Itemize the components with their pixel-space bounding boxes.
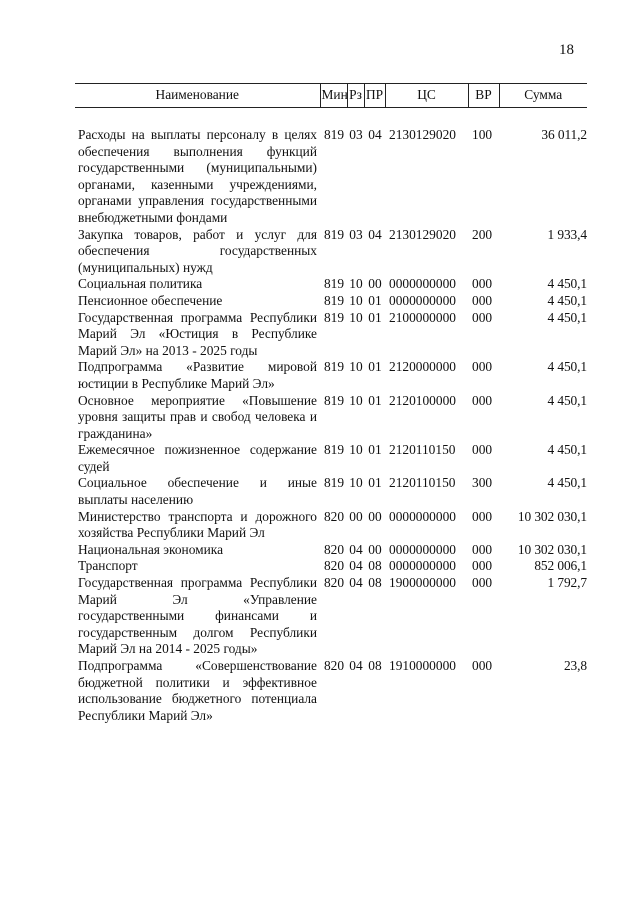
row-rz: 10: [349, 359, 363, 375]
row-sum: 4 450,1: [547, 276, 587, 292]
table-row: [75, 393, 587, 443]
header-name: Наименование: [75, 84, 320, 108]
row-rz: 03: [349, 226, 363, 242]
row-rz: 10: [349, 442, 363, 458]
row-sum: 23,8: [563, 658, 587, 673]
row-cs: 2130129020: [389, 127, 456, 142]
table-row: [75, 658, 587, 724]
header-sum: Сумма: [499, 84, 587, 108]
row-name: Министерство транспорта и дорожного хозяйства Республики Марий Эл: [78, 508, 317, 541]
row-cs: 2130129020: [389, 226, 456, 242]
row-min: 819: [323, 127, 345, 142]
row-min: 819: [323, 292, 345, 308]
table-row: [75, 227, 587, 277]
row-sum: 36 011,2: [541, 127, 587, 142]
row-cs: 2120000000: [389, 359, 456, 375]
row-min: 819: [323, 309, 345, 325]
row-rz: 10: [349, 292, 363, 308]
row-min: 819: [323, 475, 345, 491]
table-row: [75, 509, 587, 542]
row-min: 820: [323, 575, 345, 591]
row-pr: 01: [368, 475, 382, 491]
table-row: [75, 542, 587, 559]
row-vr: 100: [472, 127, 493, 142]
row-cs: 1910000000: [389, 658, 456, 673]
table-row: [75, 276, 587, 293]
row-sum: 1 792,7: [547, 575, 587, 591]
row-rz: 10: [349, 276, 363, 292]
row-rz: 04: [349, 575, 363, 591]
row-min: 819: [323, 442, 345, 458]
table-row: [75, 310, 587, 360]
row-vr: 000: [472, 575, 493, 591]
row-name: Подпрограмма «Совершенствование бюджетной политики и эффективное использование бюджетного потенциала Республики Марий Эл»: [78, 658, 317, 723]
row-pr: 00: [368, 276, 382, 292]
row-pr: 08: [368, 658, 382, 673]
row-pr: 01: [368, 292, 382, 308]
row-cs: 1900000000: [389, 575, 456, 591]
row-cs: 0000000000: [389, 508, 456, 524]
budget-table: [75, 83, 587, 724]
row-name: Пенсионное обеспечение: [78, 292, 223, 308]
row-min: 819: [323, 392, 345, 408]
row-pr: 04: [368, 226, 382, 242]
row-vr: 000: [472, 276, 493, 292]
row-vr: 000: [472, 309, 493, 325]
row-cs: 0000000000: [389, 558, 456, 574]
row-name: Транспорт: [78, 558, 138, 574]
row-rz: 04: [349, 558, 363, 574]
row-sum: 852 006,1: [534, 558, 587, 574]
row-name: Основное мероприятие «Повышение уровня защиты прав и свобод человека и гражданина»: [78, 392, 317, 441]
row-cs: 2120100000: [389, 392, 456, 408]
table-row: [75, 293, 587, 310]
row-name: Социальное обеспечение и иные выплаты населению: [78, 475, 317, 508]
row-sum: 4 450,1: [547, 292, 587, 308]
row-rz: 10: [349, 475, 363, 491]
row-rz: 10: [349, 309, 363, 325]
row-pr: 04: [368, 127, 382, 142]
table-row: [75, 442, 587, 475]
row-min: 820: [323, 541, 345, 557]
row-vr: 000: [472, 392, 493, 408]
row-min: 819: [323, 276, 345, 292]
row-pr: 01: [368, 309, 382, 325]
row-sum: 4 450,1: [547, 392, 587, 408]
row-name: Расходы на выплаты персоналу в целях обеспечения выполнения функций государственными (муниципальными) органами, казенными учреждениями, органами управления государственными внебюджетными фондами: [78, 127, 317, 225]
header-vr: ВР: [468, 84, 499, 108]
row-rz: 03: [349, 127, 363, 142]
row-sum: 4 450,1: [547, 359, 587, 375]
table-row: [75, 359, 587, 392]
row-vr: 000: [472, 442, 493, 458]
table-row: [75, 475, 587, 508]
row-rz: 10: [349, 392, 363, 408]
table-header: [75, 84, 587, 108]
row-vr: 300: [472, 475, 493, 491]
row-vr: 000: [472, 292, 493, 308]
row-rz: 00: [349, 508, 363, 524]
row-vr: 000: [472, 558, 493, 574]
table-body: [75, 108, 587, 725]
table-row: [75, 558, 587, 575]
table-row: [75, 575, 587, 658]
page-number: 18: [559, 42, 574, 58]
row-pr: 08: [368, 575, 382, 591]
row-cs: 2120110150: [389, 475, 456, 491]
row-min: 820: [323, 658, 345, 673]
row-min: 819: [323, 226, 345, 242]
row-rz: 04: [349, 541, 363, 557]
row-cs: 0000000000: [389, 541, 456, 557]
header-cs: ЦС: [385, 84, 468, 108]
row-vr: 000: [472, 658, 493, 673]
row-sum: 4 450,1: [547, 475, 587, 491]
row-name: Ежемесячное пожизненное содержание судей: [78, 442, 317, 474]
row-cs: 0000000000: [389, 292, 456, 308]
row-name: Социальная политика: [78, 276, 203, 292]
row-cs: 2120110150: [389, 442, 456, 458]
row-name: Государственная программа Республики Марий Эл «Управление государственными финансами и государственным долгом Республики Марий Эл на 2014 - 2025 годы»: [78, 575, 317, 657]
header-rz: Рз: [347, 84, 364, 108]
row-cs: 0000000000: [389, 276, 456, 292]
row-pr: 00: [368, 541, 382, 557]
header-pr: ПР: [364, 84, 385, 108]
row-name: Подпрограмма «Развитие мировой юстиции в Республике Марий Эл»: [78, 359, 317, 391]
row-rz: 04: [349, 658, 363, 673]
row-name: Национальная экономика: [78, 541, 224, 557]
row-sum: 10 302 030,1: [517, 508, 587, 524]
row-name: Закупка товаров, работ и услуг для обеспечения государственных (муниципальных) нужд: [78, 226, 317, 275]
row-min: 820: [323, 558, 345, 574]
row-pr: 00: [368, 508, 382, 524]
row-cs: 2100000000: [389, 309, 456, 325]
table-row: [75, 127, 587, 227]
row-pr: 01: [368, 359, 382, 375]
row-vr: 200: [472, 226, 493, 242]
row-sum: 10 302 030,1: [517, 541, 587, 557]
row-sum: 4 450,1: [547, 309, 587, 325]
row-vr: 000: [472, 508, 493, 524]
row-pr: 01: [368, 442, 382, 458]
header-min: Мин: [320, 84, 347, 108]
row-min: 819: [323, 359, 345, 375]
row-sum: 1 933,4: [547, 226, 587, 242]
row-sum: 4 450,1: [547, 442, 587, 458]
row-vr: 000: [472, 359, 493, 375]
row-pr: 08: [368, 558, 382, 574]
row-pr: 01: [368, 392, 382, 408]
row-vr: 000: [472, 541, 493, 557]
row-min: 820: [323, 508, 345, 524]
row-name: Государственная программа Республики Марий Эл «Юстиция в Республике Марий Эл» на 2013 - 2025 годы: [78, 309, 317, 358]
